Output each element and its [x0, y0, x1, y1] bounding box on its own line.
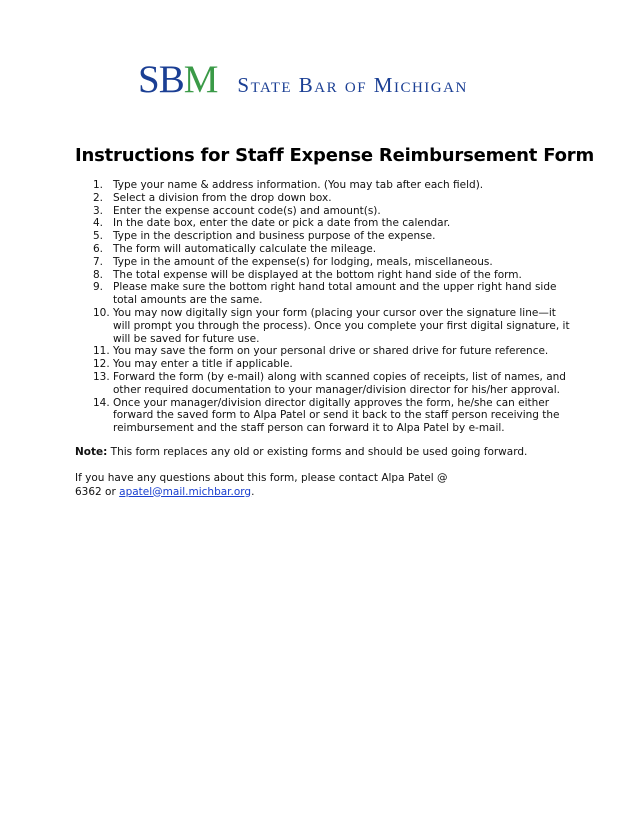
list-item-text: Once your manager/division director digitally approves the form, he/she can either forward the saved form to Alpa Patel or send it back to the staff person receiving the reimbursement and the staff person can forward it to Alpa Patel by e-mail.	[113, 396, 560, 435]
list-item	[93, 345, 573, 358]
list-item-text: You may enter a title if applicable.	[113, 358, 293, 371]
note-text: This form replaces any old or existing forms and should be used going forward.	[107, 446, 528, 458]
list-item-text: The total expense will be displayed at the bottom right hand side of the form.	[113, 268, 522, 281]
list-item-number: 7.	[93, 255, 104, 268]
page-title: Instructions for Staff Expense Reimbursement Form	[75, 145, 595, 166]
list-item	[93, 269, 573, 282]
list-item	[93, 371, 573, 397]
list-item-number: 2.	[93, 191, 104, 204]
list-item-text: Type in the description and business purpose of the expense.	[113, 230, 436, 243]
list-item-text: Forward the form (by e-mail) along with scanned copies of receipts, list of names, and other required documentation to your manager/division director for his/her approval.	[113, 370, 566, 396]
list-item	[93, 243, 573, 256]
list-item	[93, 307, 573, 345]
list-item-number: 5.	[93, 230, 104, 243]
list-item	[93, 358, 573, 371]
list-item-text: The form will automatically calculate the mileage.	[113, 242, 377, 255]
list-item-text: Please make sure the bottom right hand total amount and the upper right hand side total amounts are the same.	[113, 281, 557, 307]
list-item-number: 11.	[93, 345, 110, 358]
list-item	[93, 205, 573, 218]
list-item-number: 9.	[93, 281, 104, 294]
list-item-number: 1.	[93, 179, 104, 191]
list-item	[93, 217, 573, 230]
instruction-list	[93, 179, 573, 435]
list-item	[93, 192, 573, 205]
list-item-number: 10.	[93, 306, 110, 319]
logo	[138, 60, 468, 100]
list-item-number: 12.	[93, 358, 110, 371]
contact-email-link[interactable]: apatel@mail.michbar.org	[119, 485, 252, 498]
contact-paragraph: If you have any questions about this form, please contact Alpa Patel @ 6362 or apatel@mail.michbar.org.	[75, 472, 448, 498]
list-item-number: 6.	[93, 242, 104, 255]
contact-text: If you have any questions about this form, please contact Alpa Patel @ 6362 or	[75, 472, 448, 498]
list-item-text: Type in the amount of the expense(s) for lodging, meals, miscellaneous.	[113, 255, 493, 268]
list-item-text: You may now digitally sign your form (placing your cursor over the signature line—it will prompt you through the process). Once you complete your first digital signature, it will be saved for future use.	[113, 306, 570, 345]
list-item-text: Type your name & address information. (You may tab after each field).	[113, 179, 484, 191]
note-label: Note:	[75, 446, 108, 458]
list-item	[93, 281, 573, 307]
list-item-text: Enter the expense account code(s) and amount(s).	[113, 204, 381, 217]
logo-name: State Bar of Michigan	[237, 73, 468, 97]
list-item-number: 4.	[93, 217, 104, 230]
list-item	[93, 179, 573, 192]
note-paragraph	[75, 446, 555, 459]
list-item-number: 3.	[93, 204, 104, 217]
list-item-text: In the date box, enter the date or pick a date from the calendar.	[113, 217, 451, 230]
list-item-number: 13.	[93, 370, 110, 383]
list-item	[93, 397, 573, 435]
list-item-text: You may save the form on your personal drive or shared drive for future reference.	[113, 345, 549, 358]
list-item-text: Select a division from the drop down box.	[113, 191, 332, 204]
logo-initials: SBM	[138, 58, 218, 101]
list-item	[93, 230, 573, 243]
list-item-number: 14.	[93, 396, 110, 409]
list-item	[93, 256, 573, 269]
list-item-number: 8.	[93, 268, 104, 281]
